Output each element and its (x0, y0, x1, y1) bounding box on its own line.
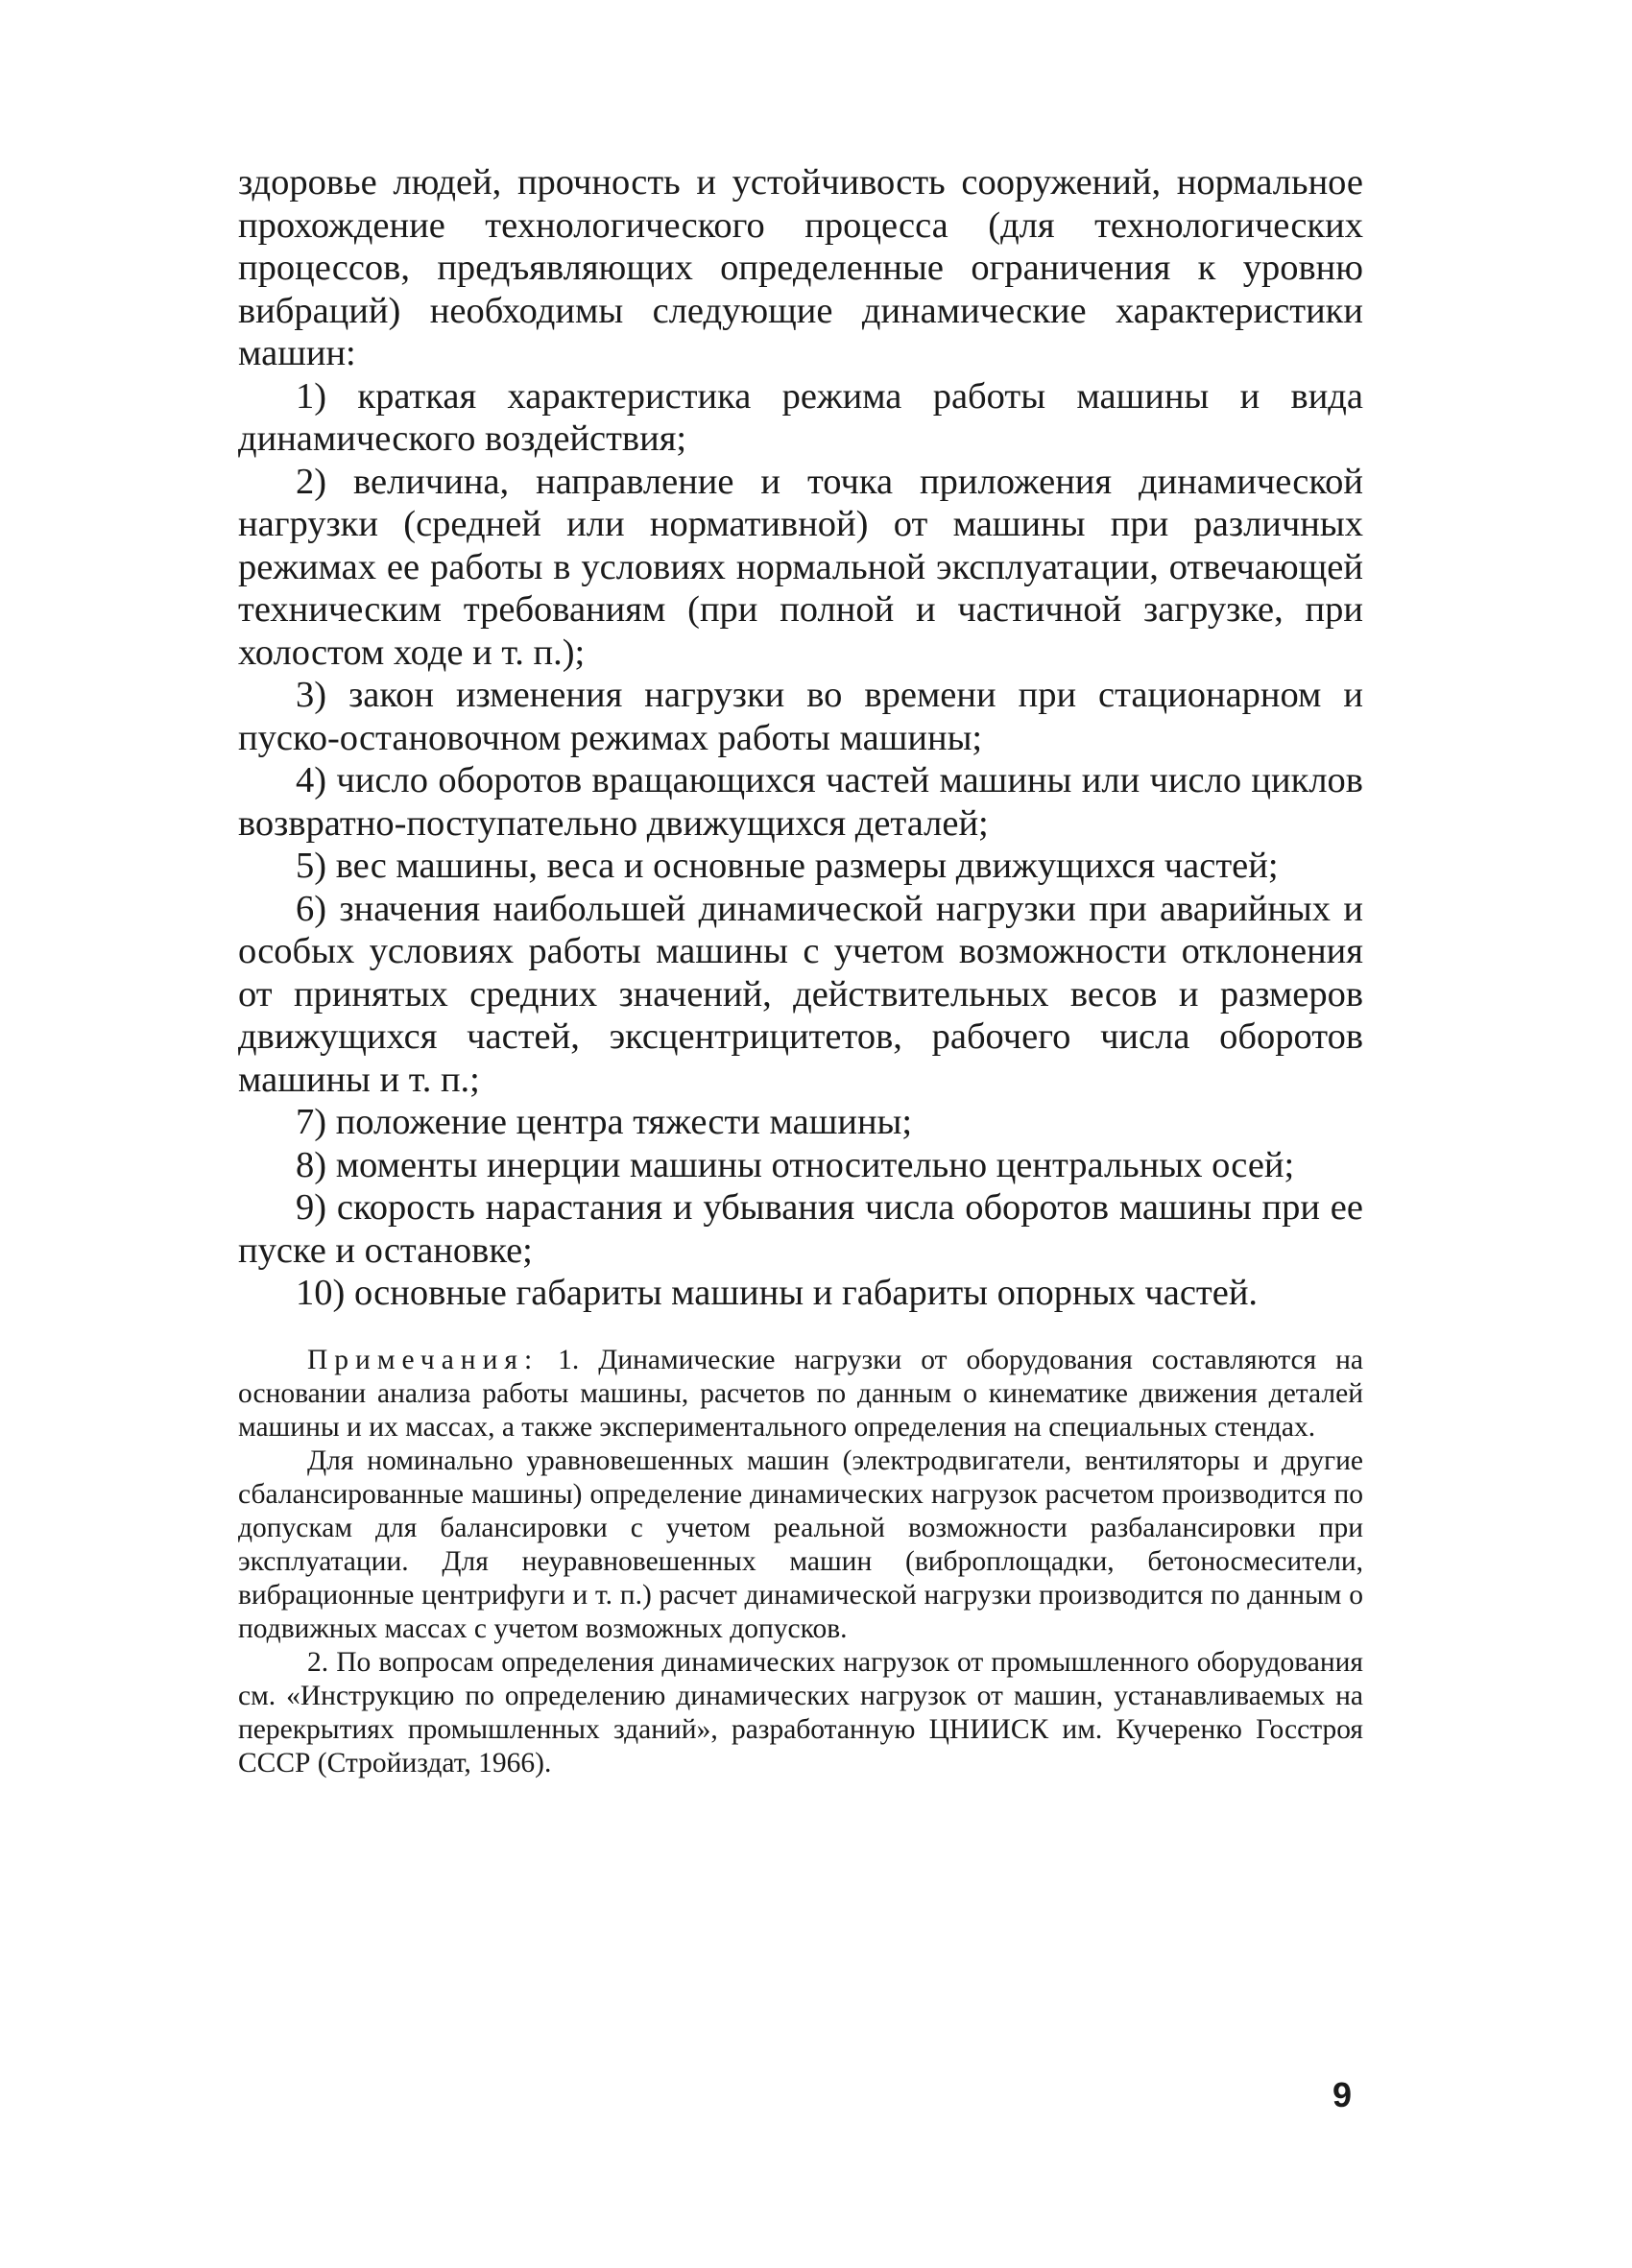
note-1 (238, 1344, 1363, 1444)
list-item: 7) положение центра тяжести машины; (296, 1102, 913, 1142)
intro-paragraph: здоровье людей, прочность и устойчивость сооружений, нормальное прохождение технологического процесса (для технологических процессов, предъявляющих определенные ограничения к уровню вибраций) необходимы следующие динамические характеристики машин: (238, 162, 1363, 373)
list-item: 2) величина, направление и точка приложения динамической нагрузки (средней или нормативной) от машины при различных режимах ее работы в условиях нормальной эксплуатации, отвечающей техническим требованиям (при полной и частичной загрузке, при холостом ходе и т. п.); (238, 461, 1363, 673)
note-2: 2. По вопросам определения динамических нагрузок от промышленного оборудования см. «Инструкцию по определению динамических нагрузок от машин, устанавливаемых на перекрытиях промышленных зданий», разработанную ЦНИИСК им. Кучеренко Госстроя СССР (Стройиздат, 1966). (238, 1646, 1363, 1779)
list-item: 5) вес машины, веса и основные размеры движущихся частей; (296, 846, 1279, 886)
notes-section (238, 1344, 1363, 1780)
note-1-continuation: Для номинально уравновешенных машин (электродвигатели, вентиляторы и другие сбалансированные машины) определение динамических нагрузок расчетом производится по допускам для балансировки с учетом реальной возможности разбалансировки при эксплуатации. Для неуравновешенных машин (виброплощадки, бетоносмесители, вибрационные центрифуги и т. п.) расчет динамической нагрузки производится по данным о подвижных массах с учетом возможных допусков. (238, 1444, 1363, 1644)
list-item: 1) краткая характеристика режима работы машины и вида динамического воздействия; (238, 375, 1363, 459)
notes-heading: Примечания: (307, 1344, 540, 1375)
list-item: 3) закон изменения нагрузки во времени при стационарном и пуско-остановочном режимах работы машины; (238, 675, 1363, 758)
main-text (238, 161, 1363, 1315)
list-item: 4) число оборотов вращающихся частей машины или число циклов возвратно-поступательно движущихся деталей; (238, 760, 1363, 844)
list-item: 9) скорость нарастания и убывания числа оборотов машины при ее пуске и остановке; (238, 1187, 1363, 1271)
list-item: 6) значения наибольшей динамической нагрузки при аварийных и особых условиях работы машины с учетом возможности отклонения от принятых средних значений, действительных весов и размеров движущихся частей, эксцентрицитетов, рабочего числа оборотов машины и т. п.; (238, 888, 1363, 1100)
list-item: 10) основные габариты машины и габариты опорных частей. (296, 1273, 1259, 1313)
page-body (238, 161, 1363, 1780)
note-1-text: 1. Динамические нагрузки от оборудования составляются на основании анализа работы машины, расчетов по данным о кинематике движения деталей машины и их массах, а также экспериментального определения на специальных стендах. (238, 1344, 1363, 1443)
list-item: 8) моменты инерции машины относительно центральных осей; (296, 1144, 1295, 1185)
page-number: 9 (1332, 2075, 1353, 2114)
